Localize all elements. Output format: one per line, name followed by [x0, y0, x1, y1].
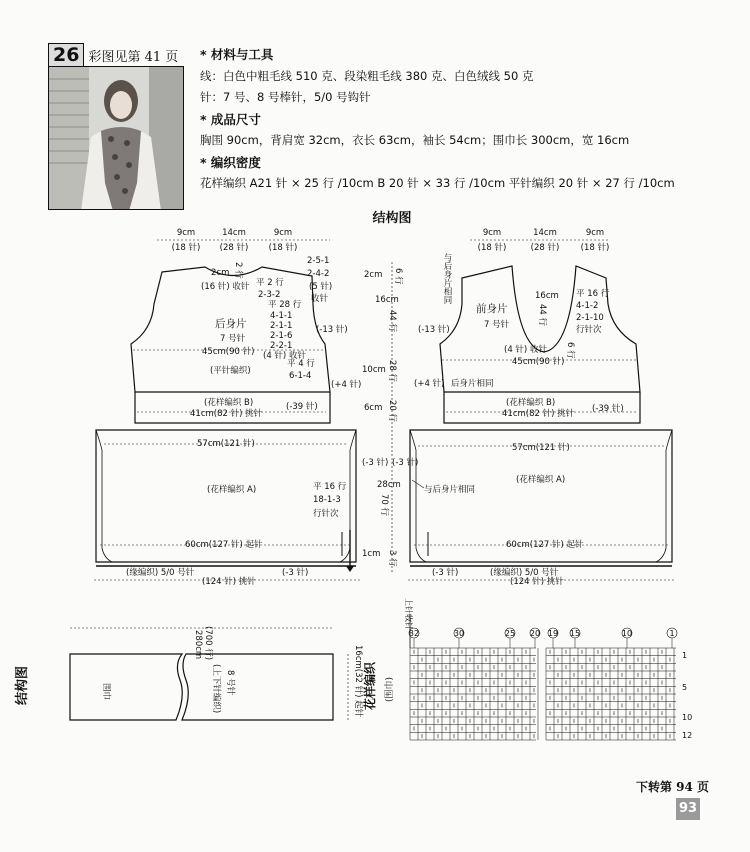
- back-side-inc: (+4 针): [331, 380, 362, 390]
- front-skirt-top-width: 57cm(121 针): [512, 443, 570, 453]
- mid-h3-rows: 28 行: [387, 360, 397, 383]
- gauge-heading: * 编织密度: [200, 154, 261, 170]
- front-width-left: 9cm: [482, 228, 502, 238]
- col-label: 10: [621, 629, 633, 638]
- back-width-left: 9cm: [176, 228, 196, 238]
- back-arm-dec: (-13 针): [316, 325, 348, 335]
- back-edge-stitch: (缘编织) 5/0 号针: [126, 568, 195, 578]
- back-band-stitch: (花样编织 B): [204, 398, 254, 408]
- front-body-outline: [440, 266, 640, 392]
- back-pick-up: (124 针) 挑针: [202, 577, 256, 587]
- mid-dec-left: (-3 针): [362, 458, 389, 468]
- back-band-dec: (-39 针): [286, 402, 318, 412]
- front-shoulder-3: 行针次: [576, 325, 602, 335]
- scarf-width: 16cm(32 针) 起针: [353, 645, 363, 718]
- back-skirt-side-2: 行针次: [313, 509, 339, 519]
- back-width-right: 9cm: [273, 228, 293, 238]
- chart-col-labels: [409, 629, 675, 638]
- front-bind-off: (4 针) 收针: [504, 345, 547, 355]
- front-width-center: 14cm: [533, 228, 557, 238]
- col-label: 20: [529, 629, 541, 638]
- col-label: 30: [453, 629, 465, 638]
- row-label: 1: [682, 651, 688, 660]
- mid-h1: 2cm: [364, 270, 383, 280]
- mid-h4: 6cm: [364, 403, 383, 413]
- page-number: 93: [676, 798, 700, 820]
- front-side-inc: (+4 针): [414, 379, 445, 389]
- scarf-length: 280cm: [193, 630, 203, 660]
- back-shoulder-label: 平 2 行: [256, 278, 284, 288]
- front-bind-rows: 6 行: [565, 342, 575, 359]
- back-arm-3: 2-1-6: [270, 331, 293, 341]
- front-sts-left: (18 针): [477, 243, 507, 253]
- back-labels: [94, 256, 361, 587]
- col-label: 1: [669, 629, 675, 638]
- back-arm-4: 2-2-1: [270, 341, 293, 351]
- front-same-as-back: 与后身片相同: [442, 253, 452, 304]
- front-shoulder-1: 4-1-2: [576, 301, 599, 311]
- back-sts-center: (28 针): [219, 243, 249, 253]
- back-shoulder-r4: 收针: [311, 294, 329, 304]
- back-arm-1: 4-1-1: [270, 311, 293, 321]
- stitch-chart: [362, 598, 692, 740]
- chart-title: 花样编织: [363, 661, 377, 710]
- back-piece-name: 后身片: [215, 318, 247, 330]
- pattern-number: 26: [48, 43, 84, 67]
- size-line: 胸围 90cm，背肩宽 32cm，衣长 63cm，袖长 54cm；围巾长 300cm，宽 16cm: [200, 133, 630, 147]
- mid-h2: 16cm: [375, 295, 399, 305]
- back-band-width: 41cm(82 针) 挑针: [190, 409, 263, 419]
- back-width: 45cm(90 针): [202, 347, 255, 357]
- chart-top-note: 上针收针: [404, 598, 413, 630]
- mid-h6-rows: 3 行: [387, 550, 397, 567]
- col-label: 25: [504, 629, 516, 638]
- front-neck-depth: 16cm: [535, 291, 559, 301]
- color-page-reference: 彩图见第 41 页: [88, 49, 179, 65]
- needles-line: 针：7 号、8 号棒针，5/0 号钩针: [200, 90, 371, 104]
- col-label: 19: [547, 629, 559, 638]
- back-arm-5: (4 针) 收针: [263, 351, 306, 361]
- back-skirt-side-1: 18-1-3: [313, 495, 341, 505]
- front-shoulder-label: 平 16 行: [576, 289, 610, 299]
- back-neck-rows: 2 行: [233, 262, 243, 279]
- back-shoulder-r2: 2-4-2: [307, 269, 330, 279]
- scarf-name: 围巾: [101, 683, 111, 701]
- back-skirt-top-width: 57cm(121 针): [197, 439, 255, 449]
- front-edge-dec: (-3 针): [432, 568, 459, 578]
- chart-grid: [409, 614, 677, 740]
- front-sts-right: (18 针): [580, 243, 610, 253]
- front-skirt-bottom-width: 60cm(127 针) 起针: [506, 540, 584, 550]
- front-pick-up: (124 针) 挑针: [510, 577, 564, 587]
- back-arm-label: 平 28 行: [268, 300, 302, 310]
- col-label: 32: [408, 629, 420, 638]
- mid-h6: 1cm: [362, 549, 381, 559]
- back-skirt-stitch: (花样编织 A): [207, 485, 257, 495]
- back-side-1: 6-1-4: [289, 371, 312, 381]
- front-edge-stitch: (缘编织) 5/0 号针: [490, 568, 559, 578]
- back-width-center: 14cm: [222, 228, 246, 238]
- front-piece-name: 前身片: [476, 303, 508, 315]
- front-side-same: 后身片相同: [451, 379, 494, 389]
- front-shoulder-2: 2-1-10: [576, 313, 604, 323]
- back-skirt-bottom-width: 60cm(127 针) 起针: [185, 540, 263, 550]
- front-lower-same: 与后身片相同: [424, 485, 476, 495]
- back-edge-dec: (-3 针): [282, 568, 309, 578]
- front-labels: [408, 252, 676, 587]
- back-sts-left: (18 针): [171, 243, 201, 253]
- front-neck-rows: 44 行: [537, 304, 547, 327]
- back-skirt-side-label: 平 16 行: [313, 482, 347, 492]
- back-neck-sts: (16 针) 收针: [201, 282, 250, 292]
- back-shoulder-r1: 2-5-1: [307, 256, 330, 266]
- row-label: 12: [682, 731, 693, 740]
- chart-row-labels: [682, 651, 692, 740]
- mid-h3: 10cm: [362, 365, 386, 375]
- front-band-width: 41cm(82 针) 挑针: [502, 409, 575, 419]
- front-band-stitch: (花样编织 B): [506, 398, 556, 408]
- front-top-dimensions: [470, 228, 610, 253]
- mid-h5-rows: 70 行: [379, 494, 389, 517]
- row-label: 10: [682, 713, 693, 722]
- back-sts-right: (18 针): [268, 243, 298, 253]
- back-needle: 7 号针: [220, 334, 246, 344]
- gauge-line: 花样编织 A21 针 × 25 行 /10cm B 20 针 × 33 行 /10cm 平针编织 20 针 × 27 行 /10cm: [200, 176, 675, 190]
- front-arm-dec: (-13 针): [418, 325, 450, 335]
- back-shoulder-1: 2-3-2: [258, 290, 281, 300]
- scarf-rows: (700 行): [203, 626, 213, 661]
- continue-note: 下转第 94 页: [636, 780, 710, 794]
- front-width-right: 9cm: [585, 228, 605, 238]
- mid-h2-rows: 44 行: [387, 310, 397, 333]
- diagram-title: 结构图: [372, 211, 412, 226]
- front-width: 45cm(90 针): [512, 357, 565, 367]
- scarf-needle: 8 号针: [225, 670, 235, 696]
- back-side-label: 平 4 行: [287, 359, 315, 369]
- back-stitch: (平针编织): [210, 366, 251, 376]
- mid-h1-rows: 6 行: [393, 268, 403, 285]
- back-top-dimensions: [157, 228, 330, 253]
- front-skirt-stitch: (花样编织 A): [516, 475, 566, 485]
- mid-dec-right: (-3 针): [392, 458, 419, 468]
- yarn-line: 线：白色中粗毛线 510 克、段染粗毛线 380 克、白色绒线 50 克: [200, 68, 534, 83]
- front-band-dec: (-39 针): [592, 404, 624, 414]
- row-label: 5: [682, 683, 688, 692]
- back-neck-dec: 2cm: [211, 268, 230, 278]
- front-needle: 7 号针: [484, 320, 510, 330]
- back-shoulder-r3: (5 针): [309, 282, 333, 292]
- size-heading: * 成品尺寸: [200, 111, 261, 127]
- mid-h5: 28cm: [377, 480, 401, 490]
- scarf-title: 结构图: [15, 665, 30, 705]
- front-sts-center: (28 针): [530, 243, 560, 253]
- mid-h4-rows: 20 行: [387, 400, 397, 423]
- col-label: 15: [569, 629, 581, 638]
- chart-subtitle: (围巾): [385, 676, 395, 702]
- scarf-diagram: [14, 626, 364, 720]
- back-arm-2: 2-1-1: [270, 321, 293, 331]
- materials-heading: * 材料与工具: [200, 47, 274, 62]
- scarf-stitch: (上下针编织): [211, 664, 221, 714]
